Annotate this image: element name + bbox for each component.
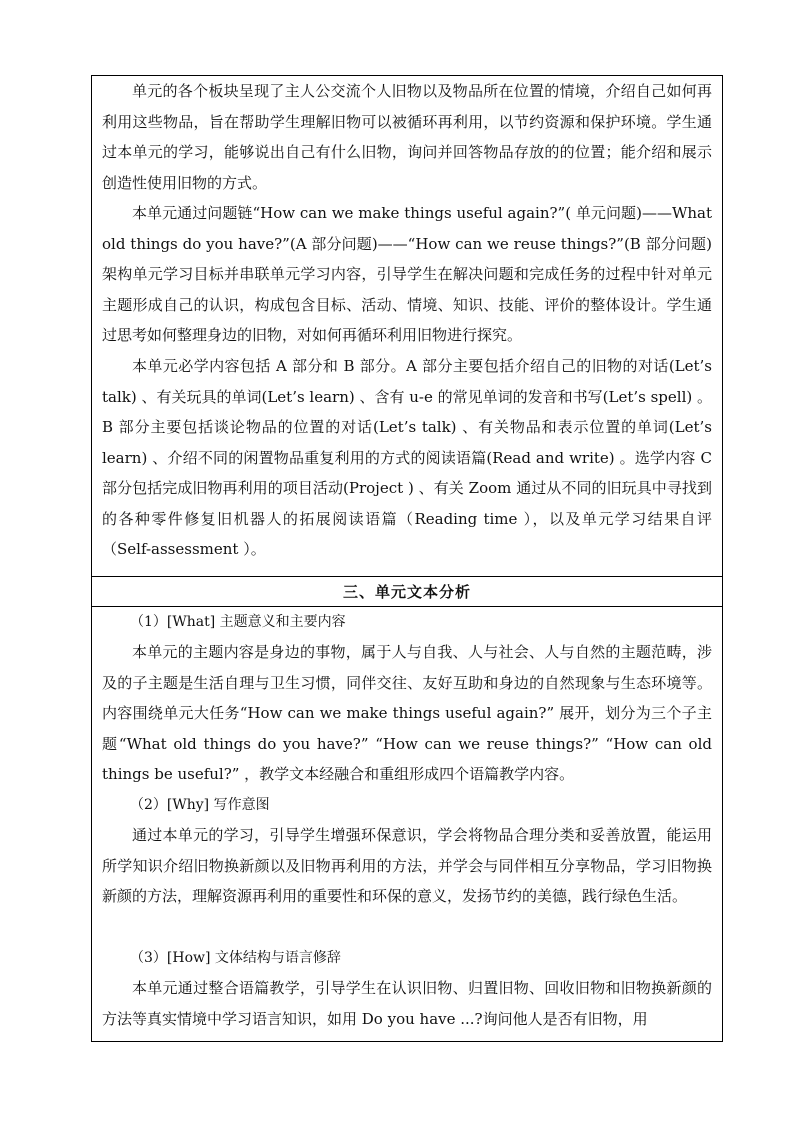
overview-paragraph-3: 本单元必学内容包括 A 部分和 B 部分。A 部分主要包括介绍自己的旧物的对话(Let’s talk) 、有关玩具的单词(Let’s learn) 、含有 u-e 的常见单词的发音和书写(Let’s spell) 。B 部分主要包括谈论物品的位置的对话(Let’s talk) 、有关物品和表示位置的单词(Let’s learn) 、介绍不同的闲置物品重复利用的方式的阅读语篇(Read and write) 。选学内容 C部分包括完成旧物再利用的项目活动(Project ) 、有关 Zoom 通过从不同的旧玩具中寻找到的各种零件修复旧机器人的拓展阅读语篇（Reading time ），以及单元学习结果自评（Self-assessment ）。 (102, 357, 712, 558)
why-heading: （2）[Why] 写作意图 (130, 797, 270, 813)
how-heading: （3）[How] 文体结构与语言修辞 (130, 950, 341, 966)
overview-paragraph-2: 本单元通过问题链“How can we make things useful again?”( 单元问题)——What old things do you have?”(A 部分问题)——“How can we reuse things?”(B 部分问题)架构单元学习目标并串联单元学习内容，引导学生在解决问题和完成任务的过程中针对单元主题形成自己的认识，构成包含目标、活动、情境、知识、技能、评价的整体设计。学生通过思考如何整理身边的旧物，对如何再循环利用旧物进行探究。 (102, 204, 712, 344)
section-title: 三、单元文本分析 (342, 583, 471, 601)
section-header-row (92, 576, 722, 607)
what-paragraph: 本单元的主题内容是身边的事物，属于人与自我、人与社会、人与自然的主题范畴，涉及的子主题是生活自理与卫生习惯，同伴交往、友好互助和身边的自然现象与生态环境等。内容围绕单元大任务“How can we make things useful again?” 展开，划分为三个子主题“What old things do you have?” “How can we reuse things?” “How can old things be useful?” ，教学文本经融合和重组形成四个语篇教学内容。 (102, 643, 712, 783)
document-table (91, 75, 723, 1042)
overview-paragraph-1: 单元的各个板块呈现了主人公交流个人旧物以及物品所在位置的情境，介绍自己如何再利用这些物品，旨在帮助学生理解旧物可以被循环再利用，以节约资源和保护环境。学生通过本单元的学习，能够说出自己有什么旧物，询问并回答物品存放的的位置；能介绍和展示创造性使用旧物的方式。 (102, 82, 712, 192)
how-paragraph: 本单元通过整合语篇教学，引导学生在认识旧物、归置旧物、回收旧物和旧物换新颜的方法等真实情境中学习语言知识，如用 Do you have ...?询问他人是否有旧物，用 (102, 979, 712, 1028)
what-heading: （1）[What] 主题意义和主要内容 (130, 614, 346, 630)
text-analysis-cell (92, 607, 722, 1041)
why-paragraph: 通过本单元的学习，引导学生增强环保意识，学会将物品合理分类和妥善放置，能运用所学知识介绍旧物换新颜以及旧物再利用的方法，并学会与同伴相互分享物品，学习旧物换新颜的方法，理解资源再利用的重要性和环保的意义，发扬节约的美德，践行绿色生活。 (102, 826, 712, 905)
unit-overview-cell (92, 76, 722, 576)
